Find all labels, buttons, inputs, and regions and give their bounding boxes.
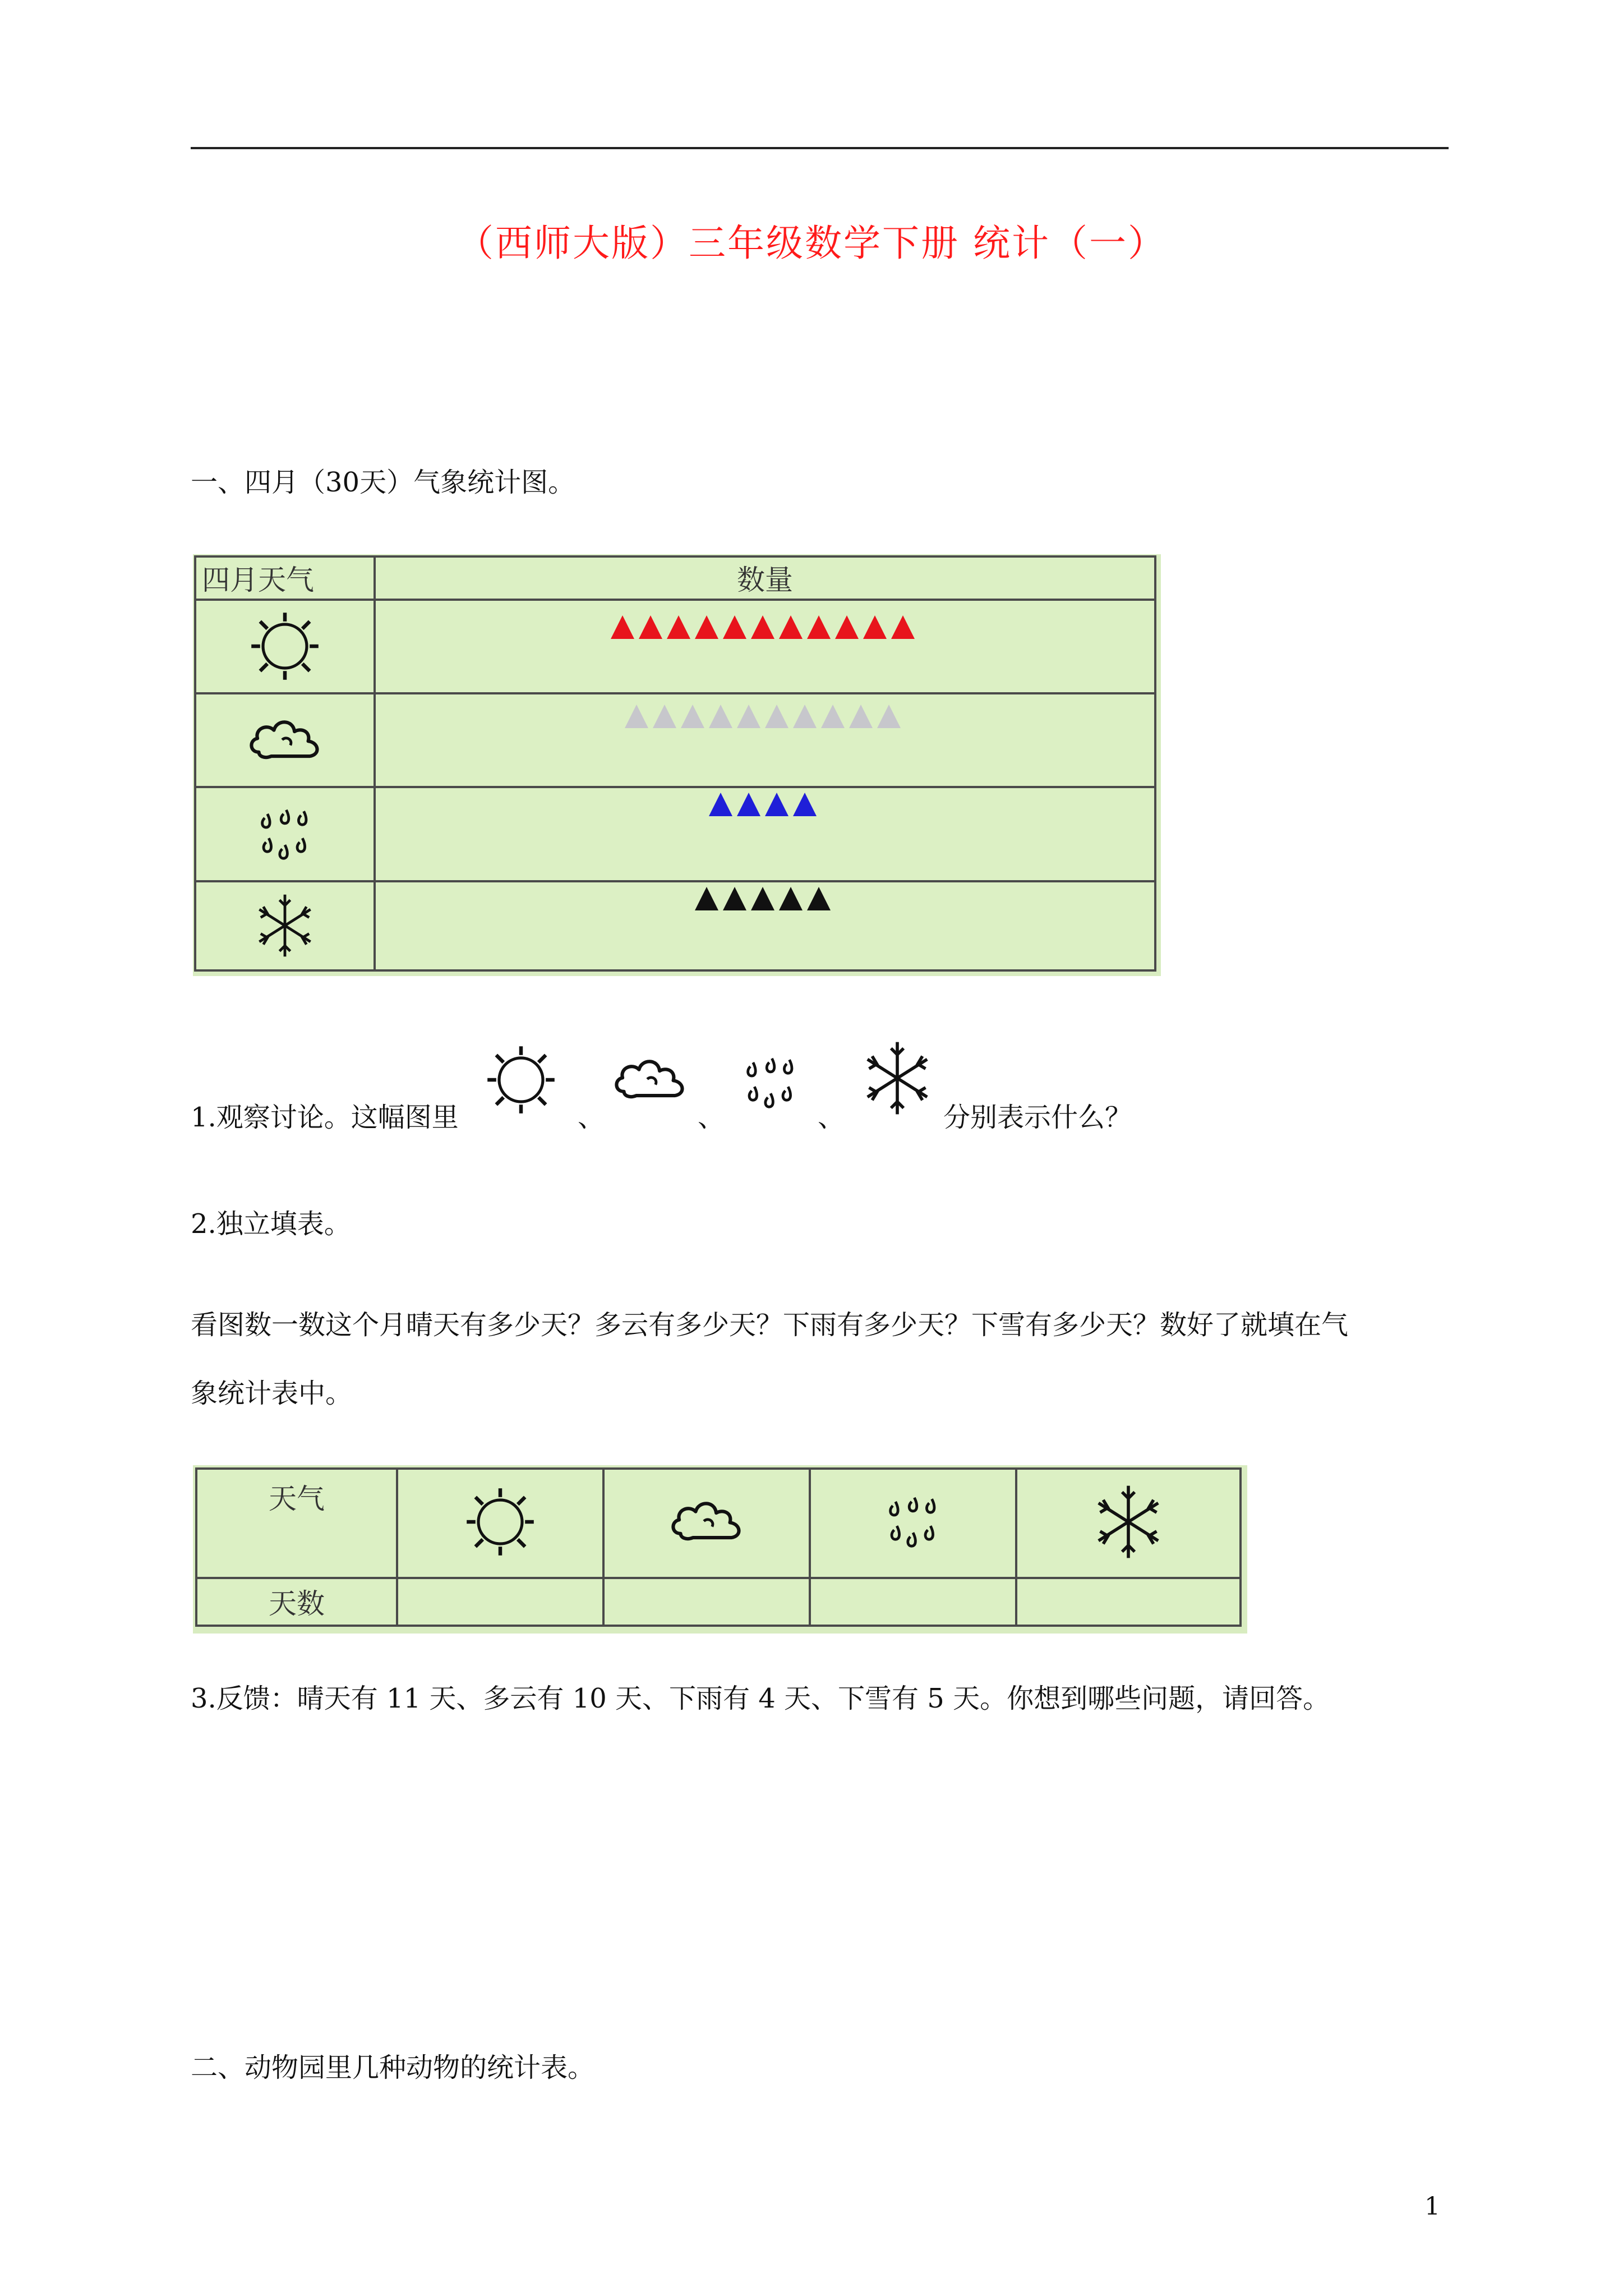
weather-pictograph: [194, 555, 1156, 972]
count-triangle: [779, 615, 803, 639]
question-1-suffix: 分别表示什么？: [943, 1102, 1132, 1133]
fill-table-cloud-cell: [603, 1469, 810, 1578]
question-2-text-line2: 象统计表中。: [191, 1378, 353, 1409]
fill-table-weather-label-cell: [196, 1469, 397, 1578]
header-quantity-label: 数量: [737, 564, 793, 597]
count-triangle: [709, 793, 732, 816]
question-2: 2.独立填表。: [191, 1208, 351, 1240]
section2-heading: 二、动物园里几种动物的统计表。: [191, 2052, 595, 2083]
pictograph-header-weather: [195, 556, 375, 600]
sun-count-cell: [375, 600, 1155, 693]
question-2-text-line1: 看图数一数这个月晴天有多少天？多云有多少天？下雨有多少天？下雪有多少天？数好了就填在气: [191, 1309, 1349, 1341]
count-triangle: [891, 615, 915, 639]
count-triangle: [667, 615, 690, 639]
count-triangle: [751, 615, 774, 639]
count-triangle: [695, 615, 718, 639]
fill-table-days-label-cell: [196, 1578, 397, 1626]
count-triangle: [863, 615, 887, 639]
snowflake-icon: [251, 892, 319, 959]
rain-days-input-cell[interactable]: [810, 1578, 1016, 1626]
count-triangle: [625, 705, 648, 728]
sun-icon: [248, 610, 321, 683]
rain-triangles: [376, 793, 1154, 818]
count-triangle: [695, 887, 718, 910]
count-triangle: [807, 615, 831, 639]
count-triangle: [723, 887, 746, 910]
cloud-count-cell: [375, 693, 1155, 787]
question-3: 3.反馈：晴天有 11 天、多云有 10 天、下雨有 4 天、下雪有 5 天。你想到哪些问题，请回答。: [191, 1683, 1330, 1714]
rain-icon: [737, 1049, 804, 1116]
separator: 、: [578, 1102, 605, 1133]
count-triangle: [793, 793, 817, 816]
snow-days-input-cell[interactable]: [1016, 1578, 1241, 1626]
snow-triangles: [376, 887, 1154, 913]
fill-table-snow-cell: [1016, 1469, 1241, 1578]
count-triangle: [611, 615, 634, 639]
separator: 、: [698, 1102, 725, 1133]
count-triangle: [849, 705, 873, 728]
snowflake-icon: [858, 1039, 937, 1117]
cloud-days-input-cell[interactable]: [603, 1578, 810, 1626]
fill-table-sun-cell: [397, 1469, 603, 1578]
count-triangle: [835, 615, 859, 639]
count-triangle: [807, 887, 831, 910]
count-triangle: [793, 705, 817, 728]
days-row-label: 天数: [269, 1588, 325, 1621]
count-triangle: [653, 705, 676, 728]
snowflake-icon: [1089, 1483, 1168, 1561]
count-triangle: [681, 705, 704, 728]
count-triangle: [639, 615, 662, 639]
count-triangle: [877, 705, 901, 728]
snow-count-cell: [375, 881, 1155, 970]
row-snow-icon-cell: [195, 881, 375, 970]
sun-days-input-cell[interactable]: [397, 1578, 603, 1626]
weather-fill-table: [195, 1467, 1242, 1627]
weather-row-label: 天气: [269, 1483, 325, 1515]
page-title: （西师大版）三年级数学下册 统计（一）: [457, 222, 1166, 265]
sun-icon: [485, 1043, 557, 1116]
sun-icon: [464, 1485, 537, 1558]
count-triangle: [709, 705, 732, 728]
fill-table-rain-cell: [810, 1469, 1016, 1578]
page-number: 1: [1424, 2192, 1440, 2221]
section1-heading: 一、四月（30天）气象统计图。: [191, 467, 575, 498]
cloud-icon: [608, 1049, 692, 1111]
cloud-triangles: [376, 705, 1154, 730]
rain-icon: [879, 1488, 947, 1556]
rain-icon: [251, 800, 319, 868]
pictograph-header-quantity: [375, 556, 1155, 600]
question-1-prefix: 1.观察讨论。这幅图里: [191, 1102, 459, 1133]
count-triangle: [723, 615, 746, 639]
row-rain-icon-cell: [195, 787, 375, 881]
top-rule: [191, 147, 1449, 149]
count-triangle: [751, 887, 774, 910]
count-triangle: [765, 793, 789, 816]
cloud-icon: [665, 1491, 749, 1553]
count-triangle: [765, 705, 789, 728]
rain-count-cell: [375, 787, 1155, 881]
count-triangle: [821, 705, 845, 728]
count-triangle: [779, 887, 803, 910]
sun-triangles: [376, 615, 1154, 641]
cloud-icon: [243, 710, 327, 771]
row-sun-icon-cell: [195, 600, 375, 693]
count-triangle: [737, 793, 760, 816]
separator: 、: [818, 1102, 845, 1133]
header-weather-label: 四月天气: [202, 564, 314, 597]
row-cloud-icon-cell: [195, 693, 375, 787]
count-triangle: [737, 705, 760, 728]
